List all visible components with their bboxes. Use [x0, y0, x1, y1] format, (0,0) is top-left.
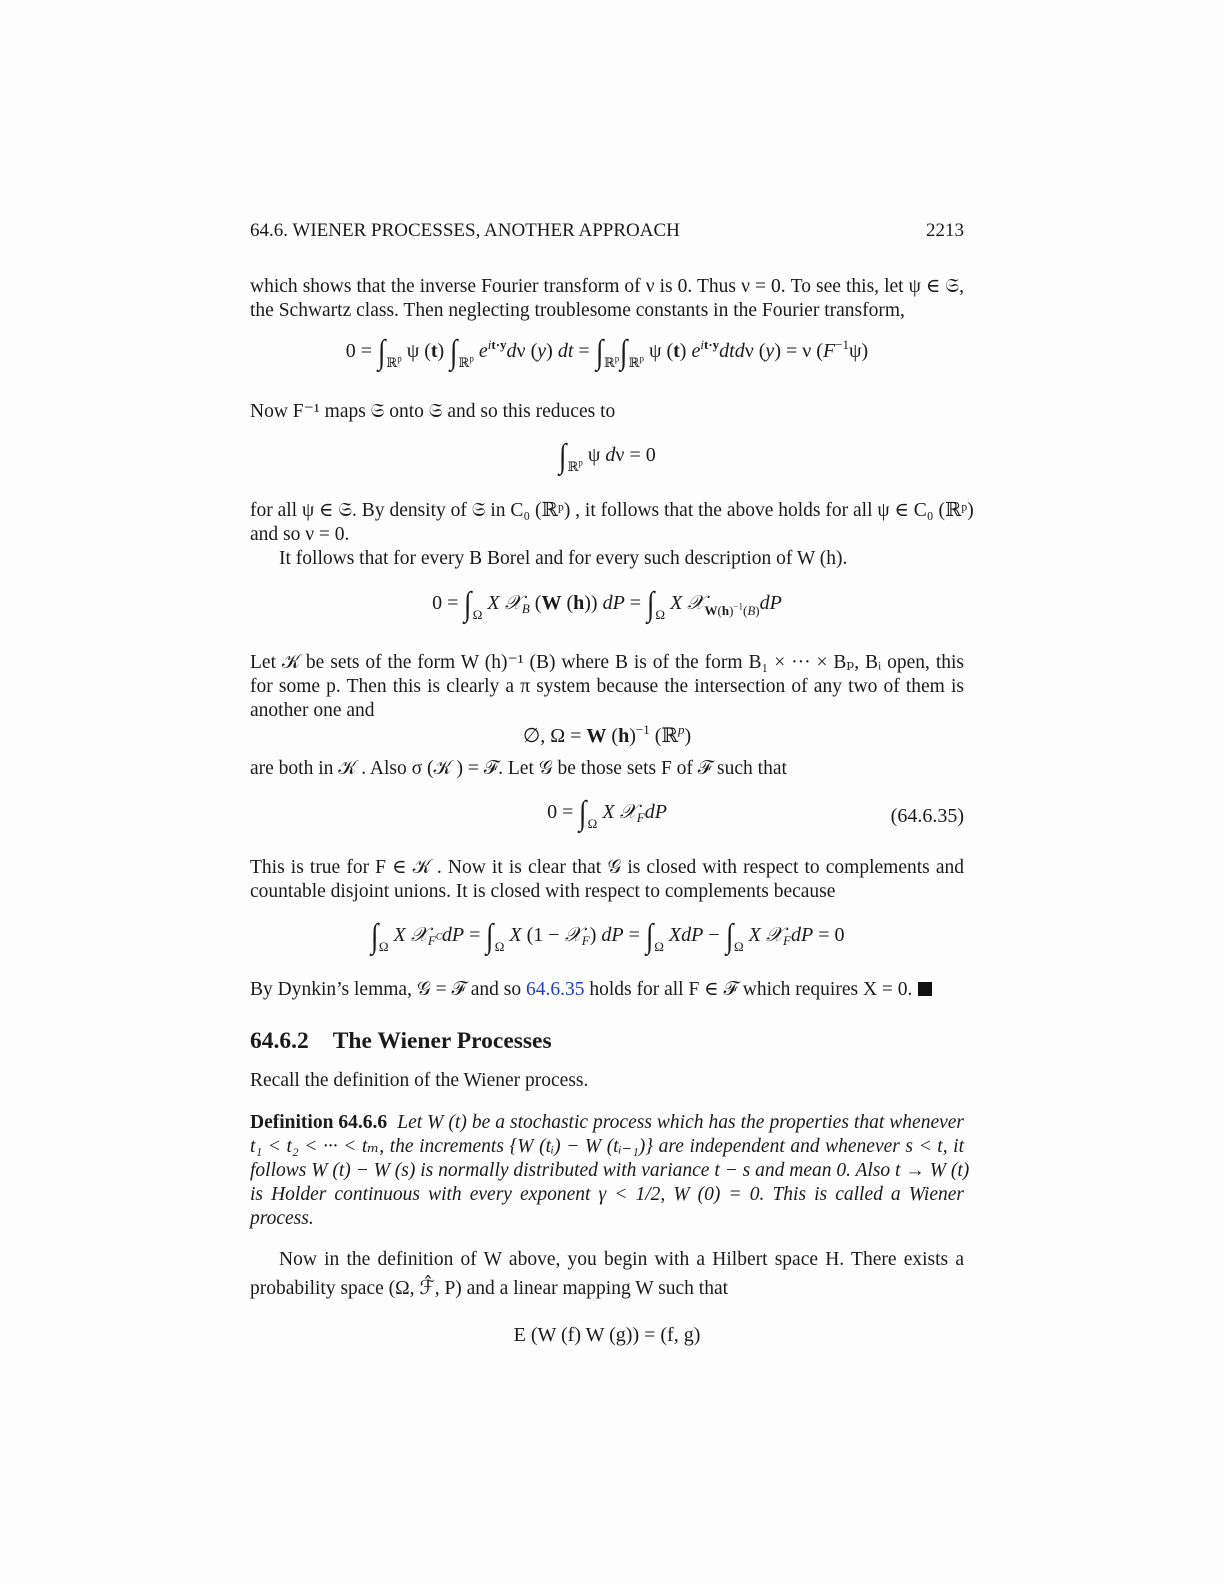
para7-after: holds for all F ∈ ℱ which requires X = 0. [584, 979, 913, 1000]
para2: Now F⁻¹ maps 𝔖 onto 𝔖 and so this reduces to [250, 401, 616, 422]
para7 [250, 978, 964, 1002]
eq4-render: ∅, Ω = W $(h)^{-1}$ (ℝ$^p$) [522, 722, 692, 747]
equation-4 [250, 722, 964, 748]
para3-line1: for all ψ ∈ 𝔖. By density of 𝔖 in C₀ (ℝᵖ) , it follows that the above holds for all ψ ∈ C₀ (ℝᵖ) [250, 500, 974, 521]
para6-line2: countable disjoint unions. It is closed with respect to complements because [250, 881, 836, 902]
section-number: 64.6.2 [250, 1028, 309, 1054]
eq5-render: $0 = \int_\Omega$ X 𝒳$_F$dP [547, 795, 667, 832]
para3-line3: It follows that for every B Borel and for every such description of W (h). [279, 548, 848, 569]
eq1-render: $0 = \int_{ℝ^p}$ ψ (t) $\int_{ℝ^p}$ $e^{it\cdot y}d\nu$ (y) dt = $\int_{ℝ^p}\int_{ℝ^p}$ ψ (t) $e^{it\cdot y}dtd\nu$ (y) = ν $(F^{-1}\psi)$ [345, 334, 869, 371]
para1-line2: the Schwartz class. Then neglecting troublesome constants in the Fourier transform, [250, 300, 905, 321]
definition-line2: t₁ < t₂ < ··· < tₘ, the increments {W (tᵢ) − W (tᵢ₋₁)} are independent and whenever s < t, it [250, 1136, 964, 1157]
definition-line3: follows W (t) − W (s) is normally distributed with variance t − s and mean 0. Also t → W (t) [250, 1160, 970, 1181]
equation-3 [250, 588, 964, 623]
equation-1 [250, 336, 964, 371]
definition-line1 [250, 1111, 964, 1135]
equation-5 [250, 797, 964, 832]
eq3-render: $0 = \int_\Omega$ X 𝒳$_B$ (W (h)) dP = $\int_\Omega$ X 𝒳$_{W(h)^{-1}(B)}$dP [432, 586, 782, 623]
para8: Recall the definition of the Wiener process. [250, 1070, 589, 1091]
equation-6 [250, 920, 964, 955]
page-number: 2213 [926, 220, 964, 241]
equation-7: E (W (f) W (g)) = (f, g) [513, 1324, 701, 1346]
definition-line5: process. [250, 1208, 314, 1229]
para3-line2: and so ν = 0. [250, 524, 350, 545]
definition-label: Definition 64.6.6 [250, 1112, 388, 1133]
para4-line3: another one and [250, 700, 375, 721]
definition-line4: is Holder continuous with every exponent γ < 1/2, W (0) = 0. This is called a Wiener [250, 1184, 964, 1205]
section-heading [250, 1028, 552, 1055]
para4-line1: Let 𝒦 be sets of the form W (h)⁻¹ (B) where B is of the form B₁ × ··· × Bₚ, Bᵢ open, this [250, 652, 964, 673]
eq6-render: $\int_\Omega$ X 𝒳$_{F^C}$dP = $\int_\Omega$ X (1 − 𝒳$_F$) dP = $\int_\Omega$ XdP − $\int_\Omega$ X 𝒳$_F$dP = 0 [370, 918, 845, 955]
para1-line1: which shows that the inverse Fourier transform of ν is 0. Thus ν = 0. To see this, let ψ ∈ 𝔖, [250, 276, 964, 297]
equation-reference-link[interactable]: 64.6.35 [525, 979, 585, 1000]
header-title: 64.6. WIENER PROCESSES, ANOTHER APPROACH [250, 220, 680, 241]
para5: are both in 𝒦 . Also σ (𝒦 ) = ℱ. Let 𝒢 be those sets F of ℱ such that [250, 758, 787, 779]
running-header [250, 220, 964, 242]
qed-square-icon [918, 982, 932, 996]
definition-text-1: Let W (t) be a stochastic process which has the properties that whenever [397, 1112, 965, 1133]
eq2-render: $\int_{ℝ^p}$ ψ dν = 0 [559, 438, 656, 475]
para4-line2: for some p. Then this is clearly a π system because the intersection of any two of them is [250, 676, 964, 697]
para6-line1: This is true for F ∈ 𝒦 . Now it is clear that 𝒢 is closed with respect to complements and [250, 857, 964, 878]
para9-line2: probability space (Ω, ℱ̂, P) and a linear mapping W such that [250, 1278, 729, 1299]
para9-line1: Now in the definition of W above, you begin with a Hilbert space H. There exists a [279, 1249, 964, 1270]
equation-2 [250, 440, 964, 475]
section-title: The Wiener Processes [332, 1028, 552, 1054]
para7-before: By Dynkin’s lemma, 𝒢 = ℱ and so [250, 979, 526, 1000]
equation-number: (64.6.35) [890, 805, 964, 827]
